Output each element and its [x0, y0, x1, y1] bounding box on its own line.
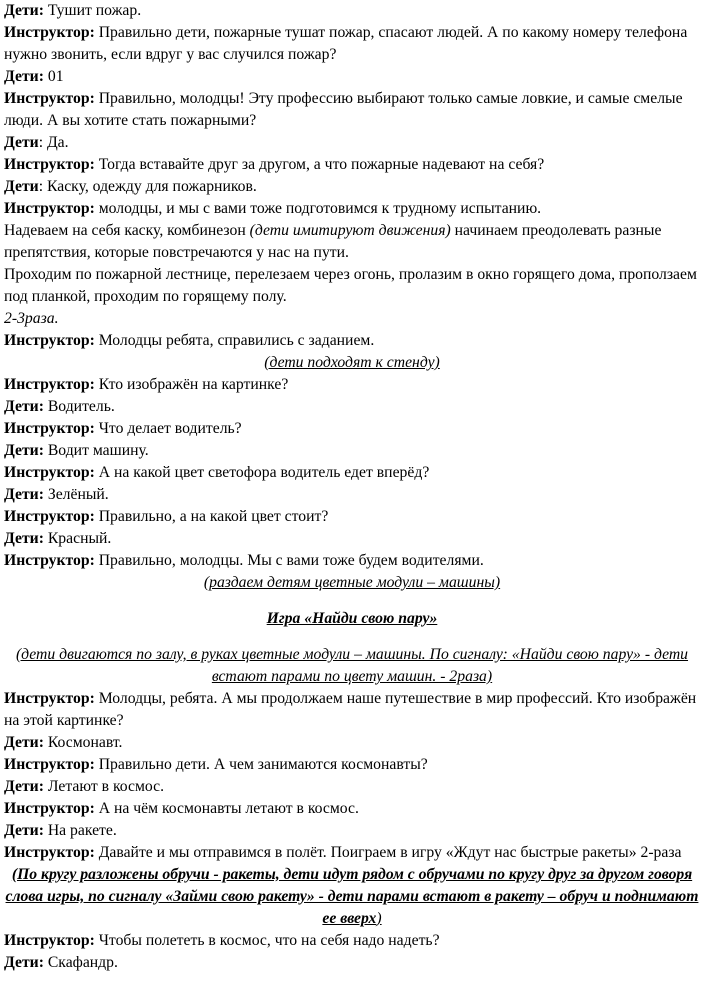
dialogue-block-spacesuit: [4, 930, 700, 974]
replica: Зелёный.: [43, 486, 109, 503]
replica: Правильно дети. А чем занимаются космонавты?: [94, 756, 428, 773]
spacer: [4, 630, 700, 644]
dialogue-line: [4, 776, 700, 798]
dialogue-line: [4, 88, 700, 132]
replica: Молодцы ребята, справились с заданием.: [94, 332, 375, 349]
stage-direction: (дети имитируют движения): [249, 222, 451, 239]
speaker: Дети: [4, 134, 39, 151]
dialogue-line: [4, 132, 700, 154]
speaker: Инструктор:: [4, 90, 95, 107]
replica: Водит машину.: [43, 442, 149, 459]
speaker: Инструктор:: [4, 508, 95, 525]
speaker: Дети: [4, 178, 39, 195]
speaker: Дети:: [4, 822, 44, 839]
dialogue-line: [4, 330, 700, 352]
replica: На ракете.: [43, 822, 117, 839]
dialogue-line: [4, 842, 700, 864]
stage-note-stand: [4, 352, 700, 374]
replica: молодцы, и мы с вами тоже подготовимся к трудному испытанию.: [94, 200, 542, 217]
replica: Правильно, а на какой цвет стоит?: [94, 508, 329, 525]
speaker: Дети:: [4, 530, 44, 547]
dialogue-line: [4, 550, 700, 572]
dialogue-line: [4, 66, 700, 88]
dialogue-line: [4, 22, 700, 66]
replica: Скафандр.: [43, 954, 118, 971]
dialogue-line: [4, 754, 700, 776]
replica: 01: [43, 68, 64, 85]
speaker: Инструктор:: [4, 844, 95, 861]
dialogue-block-cosmonaut: [4, 688, 700, 864]
replica: Что делает водитель?: [94, 420, 242, 437]
speaker: Инструктор:: [4, 24, 95, 41]
replica: Водитель.: [43, 398, 115, 415]
speaker: Дети:: [4, 442, 44, 459]
speaker: Инструктор:: [4, 464, 95, 481]
replica: Кто изображён на картинке?: [94, 376, 289, 393]
speaker: Дети:: [4, 778, 44, 795]
game-title-text: Игра «Найди свою пару»: [266, 610, 438, 627]
dialogue-line: [4, 484, 700, 506]
replica: Правильно, молодцы. Мы с вами тоже будем водителями.: [94, 552, 484, 569]
replica: Красный.: [43, 530, 112, 547]
replica: : Да.: [38, 134, 69, 151]
dialogue-line: [4, 0, 700, 22]
replica: : Каску, одежду для пожарников.: [38, 178, 257, 195]
dialogue-line: [4, 798, 700, 820]
dialogue-block-driver: [4, 374, 700, 572]
speaker: Инструктор:: [4, 932, 95, 949]
speaker: Дети:: [4, 734, 44, 751]
stage-note-cars: [4, 572, 700, 594]
paragraph-obstacles: Проходим по пожарной лестнице, перелезаем через огонь, пролазим в окно горящего дома, проползаем под планкой, проходим по горящему полу.: [4, 266, 697, 305]
dialogue-line: [4, 374, 700, 396]
stage-note-pairs: [4, 644, 700, 688]
replica: А на чём космонавты летают в космос.: [94, 800, 359, 817]
dialogue-line: [4, 396, 700, 418]
speaker: Инструктор:: [4, 156, 95, 173]
replica: Летают в космос.: [43, 778, 165, 795]
dialogue-line: [4, 154, 700, 176]
paragraph-text: Надеваем на себя каску, комбинезон: [4, 222, 250, 239]
stage-note-text: (дети подходят к стенду): [264, 354, 440, 371]
speaker: Инструктор:: [4, 332, 95, 349]
replica: Молодцы, ребята. А мы продолжаем наше путешествие в мир профессий. Кто изображён на этой картинке?: [4, 690, 697, 729]
speaker: Дети:: [4, 398, 44, 415]
replica: Правильно, молодцы! Эту профессию выбирают только самые ловкие, и самые смелые люди. А вы хотите стать пожарными?: [4, 90, 683, 129]
dialogue-line: [4, 930, 700, 952]
dialogue-line: [4, 732, 700, 754]
dialogue-line: [4, 688, 700, 732]
replica: Космонавт.: [43, 734, 123, 751]
replica: Тогда вставайте друг за другом, а что пожарные надевают на себя?: [94, 156, 545, 173]
speaker: Инструктор:: [4, 690, 95, 707]
speaker: Инструктор:: [4, 800, 95, 817]
paragraph-text: начинаем преодолевать разные препятствия, которые повстречаются у нас на пути.: [4, 222, 662, 261]
speaker: Инструктор:: [4, 200, 95, 217]
speaker: Инструктор:: [4, 376, 95, 393]
speaker: Дети:: [4, 954, 44, 971]
replica: Давайте и мы отправимся в полёт. Поиграем в игру «Ждут нас быстрые ракеты» 2-раза: [94, 844, 682, 861]
repeat-count: 2-3раза.: [4, 310, 59, 327]
speaker: Инструктор:: [4, 756, 95, 773]
dialogue-line: [4, 528, 700, 550]
stage-note-rockets: [4, 864, 700, 930]
dialogue-line: [4, 820, 700, 842]
dialogue-line: [4, 462, 700, 484]
speaker: Дети:: [4, 68, 44, 85]
dialogue-line: [4, 176, 700, 198]
dialogue-block-1: [4, 0, 700, 220]
speaker: Дети:: [4, 486, 44, 503]
dialogue-line: [4, 418, 700, 440]
speaker: Инструктор:: [4, 420, 95, 437]
stage-note-text: (дети двигаются по залу, в руках цветные модули – машины. По сигналу: «Найди свою пару» - дети встают парами по цвету машин. - 2раза): [15, 646, 689, 685]
replica: Тушит пожар.: [43, 2, 142, 19]
replica: А на какой цвет светофора водитель едет вперёд?: [94, 464, 430, 481]
game-title: [4, 608, 700, 630]
dialogue-line: [4, 440, 700, 462]
replica: Правильно дети, пожарные тушат пожар, спасают людей. А по какому номеру телефона нужно звонить, если вдруг у вас случился пожар?: [4, 24, 688, 63]
stage-note-text: (раздаем детям цветные модули – машины): [203, 574, 501, 591]
replica: Чтобы полететь в космос, что на себя надо надеть?: [94, 932, 440, 949]
speaker: Дети:: [4, 2, 44, 19]
dialogue-line: [4, 952, 700, 974]
paragraph-costume: [4, 220, 700, 264]
stage-note-close: ): [376, 910, 382, 927]
dialogue-line: [4, 506, 700, 528]
stage-note-text: (По кругу разложены обручи - ракеты, дети идут рядом с обручами по кругу друг за другом говоря слова игры, по сигналу «Займи свою ракету» - дети парами встают в ракету – обруч и поднимают ее вверх: [5, 866, 699, 927]
speaker: Инструктор:: [4, 552, 95, 569]
spacer: [4, 594, 700, 608]
dialogue-line: [4, 198, 700, 220]
